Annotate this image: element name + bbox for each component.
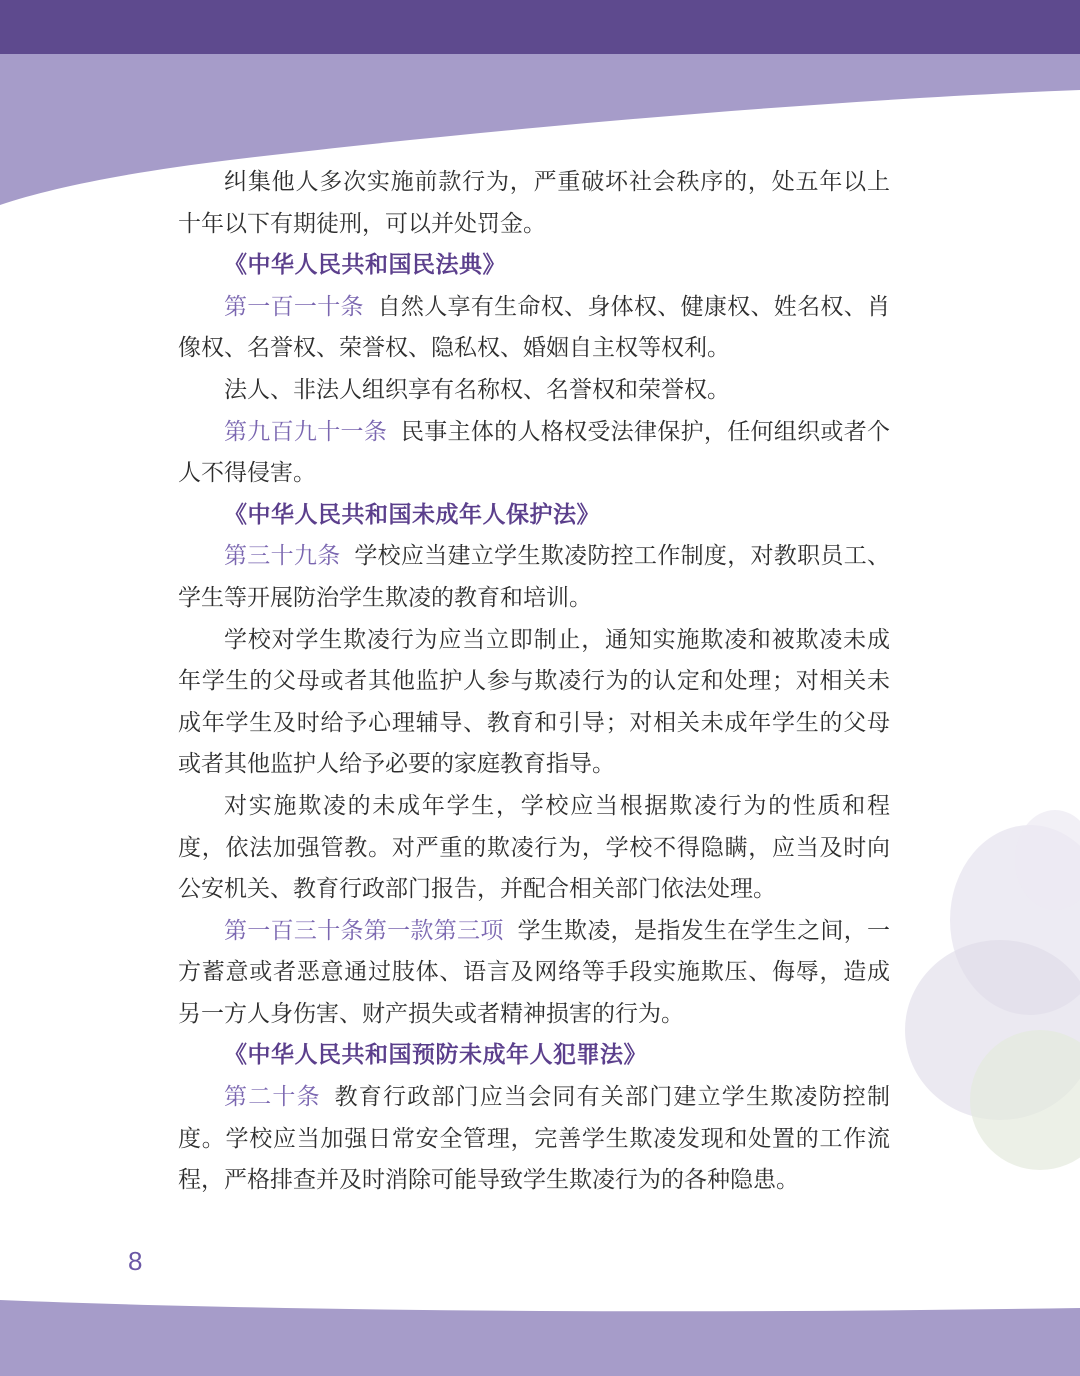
article-paragraph: 第三十九条 学校应当建立学生欺凌防控工作制度，对教职员工、学生等开展防治学生欺凌的教育和培训。: [178, 543, 891, 611]
paragraph: 学校对学生欺凌行为应当立即制止，通知实施欺凌和被欺凌未成年学生的父母或者其他监护人参与欺凌行为的认定和处理；对相关未成年学生及时给予心理辅导、教育和引导；对相关未成年学生的父母或者其他监护人给予必要的家庭教育指导。: [178, 626, 890, 778]
article-number: 第一百一十条: [224, 293, 364, 320]
article-number: 第三十九条: [224, 543, 341, 570]
article-paragraph: 第九百九十一条 民事主体的人格权受法律保护，任何组织或者个人不得侵害。: [178, 418, 891, 487]
law-title: 《中华人民共和国民法典》: [224, 252, 506, 279]
law-title: 《中华人民共和国预防未成年人犯罪法》: [224, 1042, 647, 1069]
article-paragraph: 第一百三十条第一款第三项 学生欺凌，是指发生在学生之间，一方蓄意或者恶意通过肢体、语言及网络等手段实施欺压、侮辱，造成另一方人身伤害、财产损失或者精神损害的行为。: [178, 917, 891, 1027]
document-body: [178, 162, 890, 1202]
article-number: 第一百三十条第一款第三项: [224, 917, 504, 944]
article-paragraph: 第一百一十条 自然人享有生命权、身体权、健康权、姓名权、肖像权、名誉权、荣誉权、隐私权、婚姻自主权等权利。: [178, 293, 891, 362]
article-number: 第九百九十一条: [224, 418, 388, 445]
tree-watermark: [880, 800, 1080, 1180]
paragraph: 对实施欺凌的未成年学生，学校应当根据欺凌行为的性质和程度，依法加强管教。对严重的欺凌行为，学校不得隐瞒，应当及时向公安机关、教育行政部门报告，并配合相关部门依法处理。: [178, 792, 890, 903]
paragraph: 纠集他人多次实施前款行为，严重破坏社会秩序的，处五年以上十年以下有期徒刑，可以并处罚金。: [178, 169, 890, 237]
paragraph: 法人、非法人组织享有名称权、名誉权和荣誉权。: [224, 376, 730, 403]
law-title: 《中华人民共和国未成年人保护法》: [224, 501, 600, 528]
article-paragraph: 第二十条 教育行政部门应当会同有关部门建立学生欺凌防控制度。学校应当加强日常安全管理，完善学生欺凌发现和处置的工作流程，严格排查并及时消除可能导致学生欺凌行为的各种隐患。: [178, 1084, 891, 1194]
footer-decoration: [0, 1290, 1080, 1376]
page-number: 8: [128, 1246, 143, 1276]
article-number: 第二十条: [224, 1084, 321, 1111]
